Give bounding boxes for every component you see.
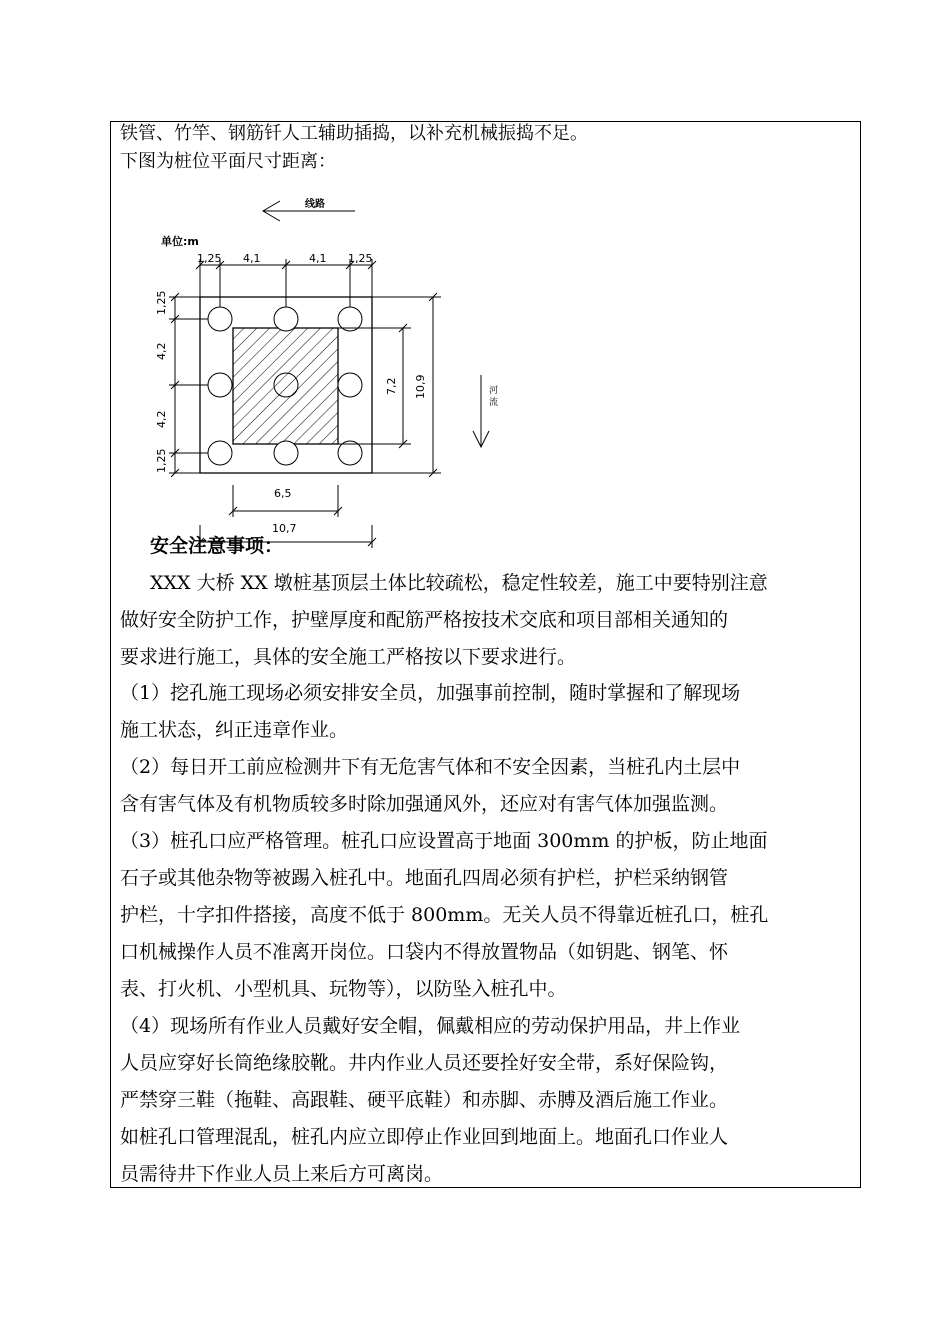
safety-line: （4）现场所有作业人员戴好安全帽，佩戴相应的劳动保护用品，井上作业 [120,1015,741,1037]
pile [274,307,298,331]
pile [338,307,362,331]
bottom-inner-dim: 6,5 [274,487,292,500]
bottom-outer-dim: 10,7 [272,522,297,535]
safety-line: （1）挖孔施工现场必须安排安全员，加强事前控制，随时掌握和了解现场 [120,682,741,704]
pile [208,441,232,465]
top-dim-3: 4,1 [309,252,327,265]
left-dimension-line [169,293,208,477]
pile [208,307,232,331]
left-dim-2: 4,2 [155,342,168,360]
pier-hatched-area [233,328,338,444]
left-dim-4: 1,25 [155,448,168,473]
safety-line: 要求进行施工，具体的安全施工严格按以下要求进行。 [120,646,577,668]
safety-heading: 安全注意事项： [150,535,284,557]
river-label: 河 [489,386,499,396]
unit-label: 单位:m [161,235,199,248]
river-flow-arrow [473,375,489,447]
left-dim-3: 4,2 [155,410,168,428]
intro-line-1: 铁管、竹竿、钢筋钎人工辅助插捣，以补充机械振捣不足。 [120,123,588,144]
safety-line: 口机械操作人员不准离开岗位。口袋内不得放置物品（如钥匙、钢笔、怀 [120,941,729,963]
safety-line: 护栏，十字扣件搭接，高度不低于 800mm。无关人员不得靠近桩孔口，桩孔 [120,904,769,926]
safety-line: 石子或其他杂物等被踢入桩孔中。地面孔四周必须有护栏，护栏采纳钢管 [120,867,729,889]
river-label-2: 流 [489,398,499,408]
safety-line: 人员应穿好长筒绝缘胶靴。井内作业人员还要拴好安全带，系好保险钩， [120,1052,729,1074]
right-inner-dim: 7,2 [385,377,398,395]
pile [274,441,298,465]
safety-line: 施工状态，纠正违章作业。 [120,719,349,741]
top-dim-4: 1,25 [348,252,373,265]
safety-line: XXX 大桥 XX 墩桩基顶层土体比较疏松，稳定性较差，施工中要特别注意 [150,572,768,594]
top-dim-2: 4,1 [243,252,261,265]
route-label: 线路 [305,199,325,210]
safety-line: 严禁穿三鞋（拖鞋、高跟鞋、硬平底鞋）和赤脚、赤膊及酒后施工作业。 [120,1089,729,1111]
safety-line: 做好安全防护工作，护壁厚度和配筋严格按技术交底和项目部相关通知的 [120,609,729,631]
left-dim-1: 1,25 [155,290,168,315]
top-dim-1: 1,25 [197,252,222,265]
safety-line: （2）每日开工前应检测井下有无危害气体和不安全因素，当桩孔内土层中 [120,756,741,778]
pile [338,441,362,465]
safety-line: 员需待井下作业人员上来后方可离岗。 [120,1163,444,1185]
safety-line: 含有害气体及有机物质较多时除加强通风外，还应对有害气体加强监测。 [120,793,729,815]
safety-line: 如桩孔口管理混乱，桩孔内应立即停止作业回到地面上。地面孔口作业人 [120,1126,729,1148]
top-dimension-line [196,259,376,307]
safety-line: （3）桩孔口应严格管理。桩孔口应设置高于地面 300mm 的护板，防止地面 [120,830,768,852]
pile-plan-diagram [145,185,515,555]
intro-line-2: 下图为桩位平面尺寸距离： [120,151,336,172]
pile [208,373,232,397]
right-outer-dim: 10,9 [414,374,427,399]
pile [338,373,362,397]
safety-line: 表、打火机、小型机具、玩物等），以防坠入桩孔中。 [120,978,567,1000]
